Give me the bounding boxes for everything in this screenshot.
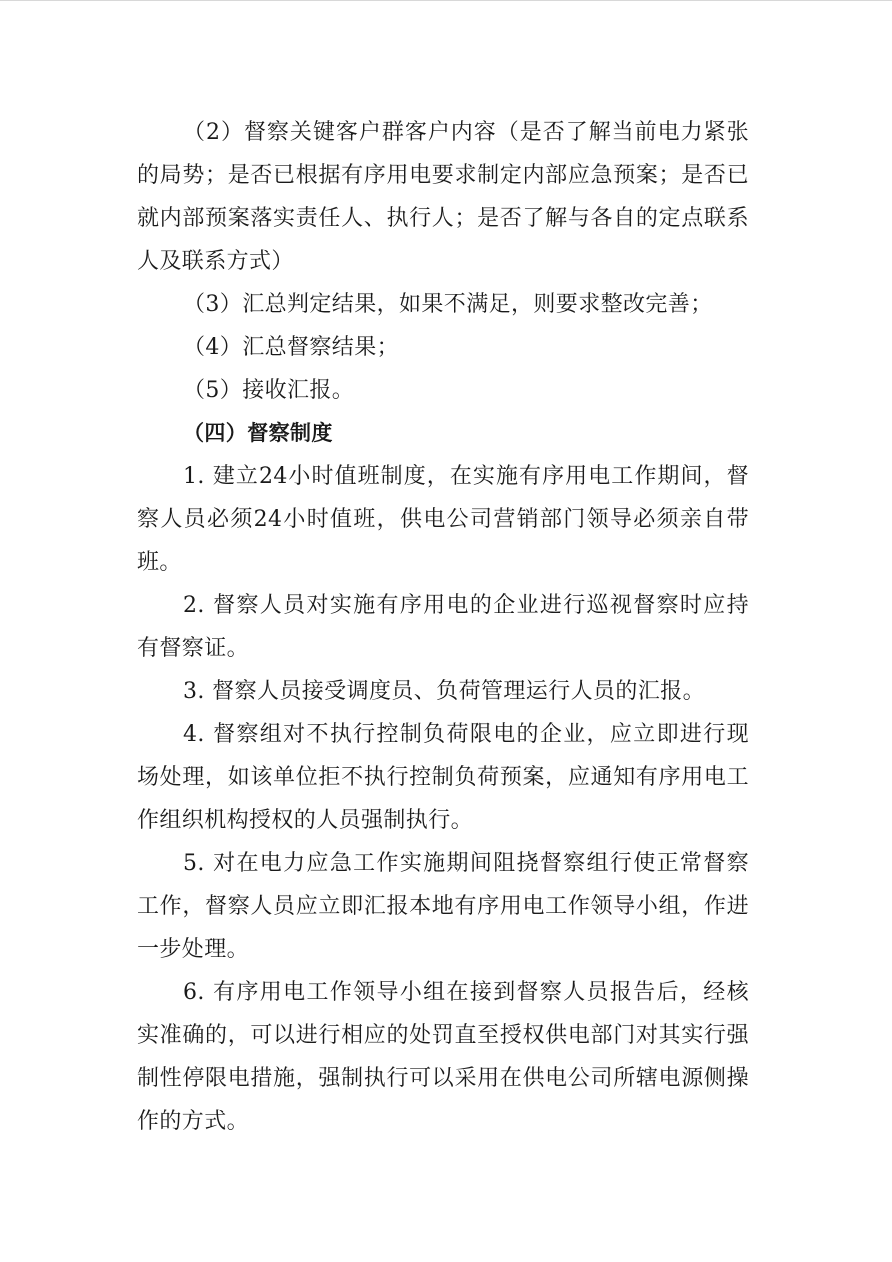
paragraph-item-4: 4. 督察组对不执行控制负荷限电的企业，应立即进行现场处理，如该单位拒不执行控制负荷预案，应通知有序用电工作组织机构授权的人员强制执行。 xyxy=(137,722,749,833)
paragraph-item-5: 5. 对在电力应急工作实施期间阻挠督察组行使正常督察工作，督察人员应立即汇报本地有序用电工作领导小组，作进一步处理。 xyxy=(137,851,749,962)
section-heading-inspection-system: （四）督察制度 xyxy=(183,421,333,445)
paragraph-item-2: 2. 督察人员对实施有序用电的企业进行巡视督察时应持有督察证。 xyxy=(137,593,749,661)
paragraph-summarize-judgement: （3）汇总判定结果，如果不满足，则要求整改完善； xyxy=(183,292,713,317)
paragraph-receive-report: （5）接收汇报。 xyxy=(183,378,355,403)
paragraph-summarize-results: （4）汇总督察结果； xyxy=(183,335,399,360)
paragraph-item-6: 6. 有序用电工作领导小组在接到督察人员报告后，经核实准确的，可以进行相应的处罚直至授权供电部门对其实行强制性停限电措施，强制执行可以采用在供电公司所辖电源侧操作的方式。 xyxy=(137,980,749,1134)
paragraph-item-1: 1. 建立24小时值班制度，在实施有序用电工作期间，督察人员必须24小时值班，供电公司营销部门领导必须亲自带班。 xyxy=(137,464,749,575)
document-body xyxy=(137,111,749,1143)
paragraph-item-3: 3. 督察人员接受调度员、负荷管理运行人员的汇报。 xyxy=(183,679,705,704)
paragraph-key-customer-inspection: （2）督察关键客户群客户内容（是否了解当前电力紧张的局势；是否已根据有序用电要求制定内部应急预案；是否已就内部预案落实责任人、执行人；是否了解与各自的定点联系人及联系方式） xyxy=(137,120,749,274)
